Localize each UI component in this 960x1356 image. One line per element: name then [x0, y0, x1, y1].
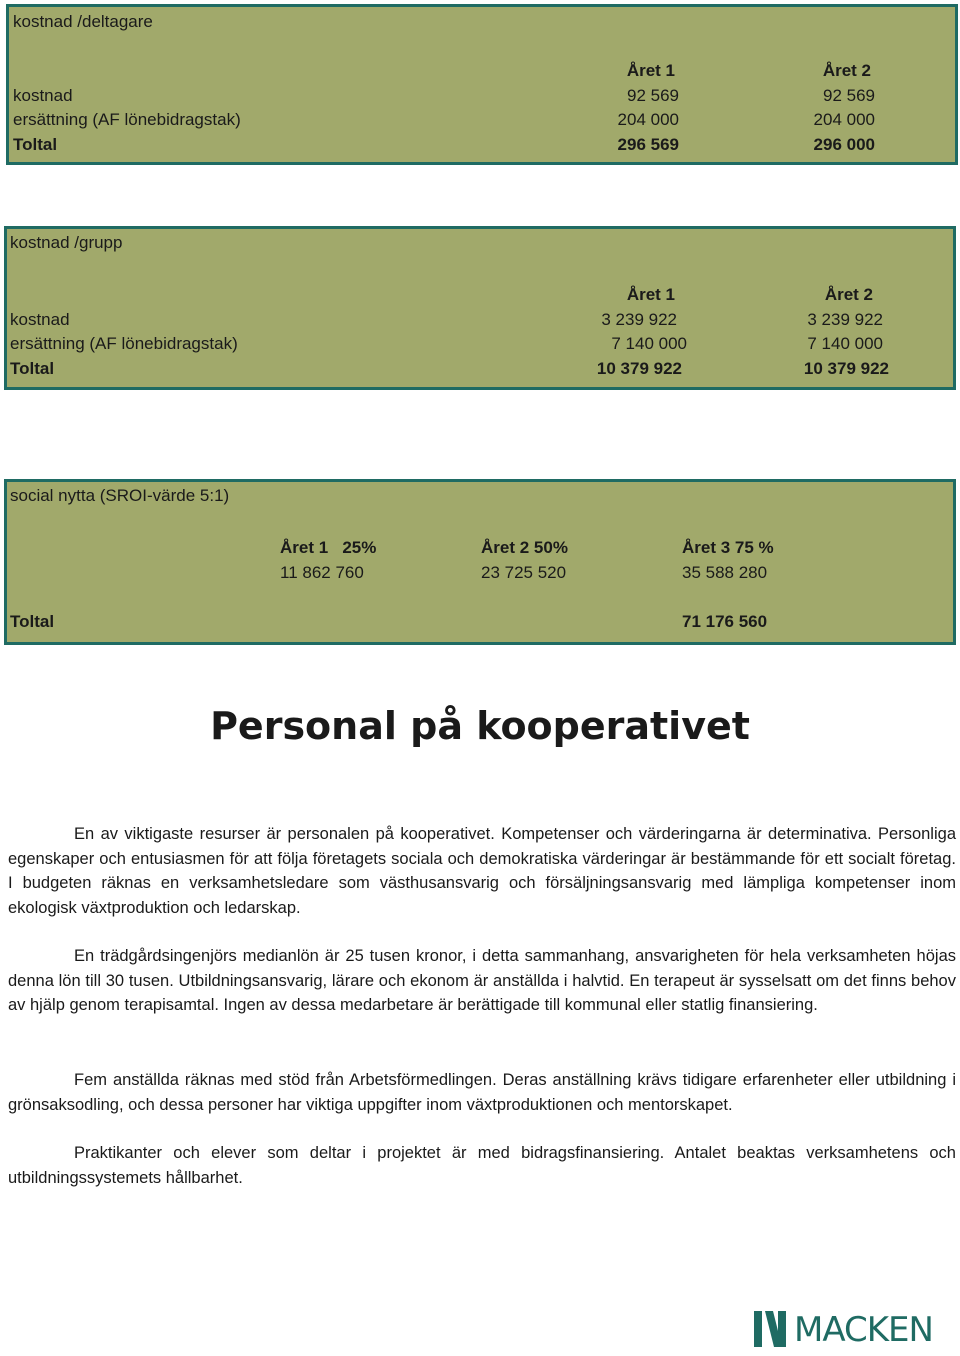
paragraph: Praktikanter och elever som deltar i projektet är med bidragsfinansiering. Antalet beaktas verksamhetens och utbildningssystemets hållbarhet.	[8, 1144, 956, 1187]
table-title: kostnad /deltagare	[13, 12, 153, 31]
paragraph: En av viktigaste resurser är personalen på kooperativet. Kompetenser och värderingarna är determinativa. Personliga egenskaper och entusiasmen för att följa företagets sociala och demokratiska värderingar är bestämmande för ett socialt företag. I budgeten räknas en verksamhetsledare som västhusansvarig och försäljningsansvarig med lämpliga kompetenser inom ekologisk växtproduktion och ledarskap.	[8, 825, 956, 917]
row-label-total: Toltal	[10, 359, 55, 378]
col-header-year1: Året 1 25%	[280, 538, 377, 557]
col-header-year2: Året 2	[824, 285, 873, 304]
paragraph: En trädgårdsingenjörs medianlön är 25 tusen kronor, i detta sammanhang, ansvarigheten för hela verksamheten höjas denna lön till 30 tusen. Utbildningsansvarig, lärare och ekonom är anställda i halvtid. En terapeut är sysselsatt om det finns behov av hjälp genom terapisamtal. Ingen av dessa medarbetare är berättigade till kommunal eller statlig finansiering.	[8, 947, 956, 1014]
table-social-benefit	[4, 479, 956, 645]
col-header-year2: Året 2 50%	[481, 538, 568, 557]
table-title: social nytta (SROI-värde 5:1)	[10, 486, 230, 505]
table-cost-per-group	[4, 226, 956, 390]
row-label: ersättning (AF lönebidragstak)	[13, 110, 241, 129]
col-header-year1: Året 1	[626, 285, 675, 304]
row-value: 23 725 520	[481, 563, 567, 582]
row-value: 7 140 000	[807, 334, 883, 353]
paragraph: Fem anställda räknas med stöd från Arbetsförmedlingen. Deras anställning krävs tidigare erfarenheter eller utbildning i grönsaksodling, och dessa personer har viktiga uppgifter inom växtproduktionen och mentorskapet.	[8, 1071, 956, 1114]
macken-logo	[752, 1307, 958, 1351]
table-title: kostnad /grupp	[10, 233, 123, 252]
row-value: 92 569	[823, 86, 875, 105]
col-header-year3: Året 3 75 %	[682, 538, 774, 557]
col-header-year2: Året 2	[822, 61, 871, 80]
row-value-total: 296 569	[617, 135, 679, 154]
col-header-year1: Året 1	[626, 61, 675, 80]
row-value-total: 10 379 922	[803, 359, 889, 378]
row-value: 35 588 280	[682, 563, 768, 582]
logo-text: MACKEN	[794, 1310, 933, 1350]
row-value: 3 239 922	[807, 310, 883, 329]
row-label: kostnad	[13, 86, 73, 105]
row-value-total: 71 176 560	[682, 612, 768, 631]
row-value: 11 862 760	[280, 563, 364, 582]
row-label: kostnad	[10, 310, 70, 329]
section-heading: Personal på kooperativet	[210, 704, 750, 748]
row-value: 92 569	[627, 86, 679, 105]
row-value: 7 140 000	[611, 334, 687, 353]
row-label-total: Toltal	[13, 135, 58, 154]
table-cost-per-participant	[6, 4, 958, 165]
row-value: 3 239 922	[601, 310, 677, 329]
row-label-total: Toltal	[10, 612, 55, 631]
row-value-total: 10 379 922	[596, 359, 682, 378]
row-value-total: 296 000	[813, 135, 875, 154]
row-value: 204 000	[813, 110, 875, 129]
row-value: 204 000	[617, 110, 679, 129]
row-label: ersättning (AF lönebidragstak)	[10, 334, 238, 353]
